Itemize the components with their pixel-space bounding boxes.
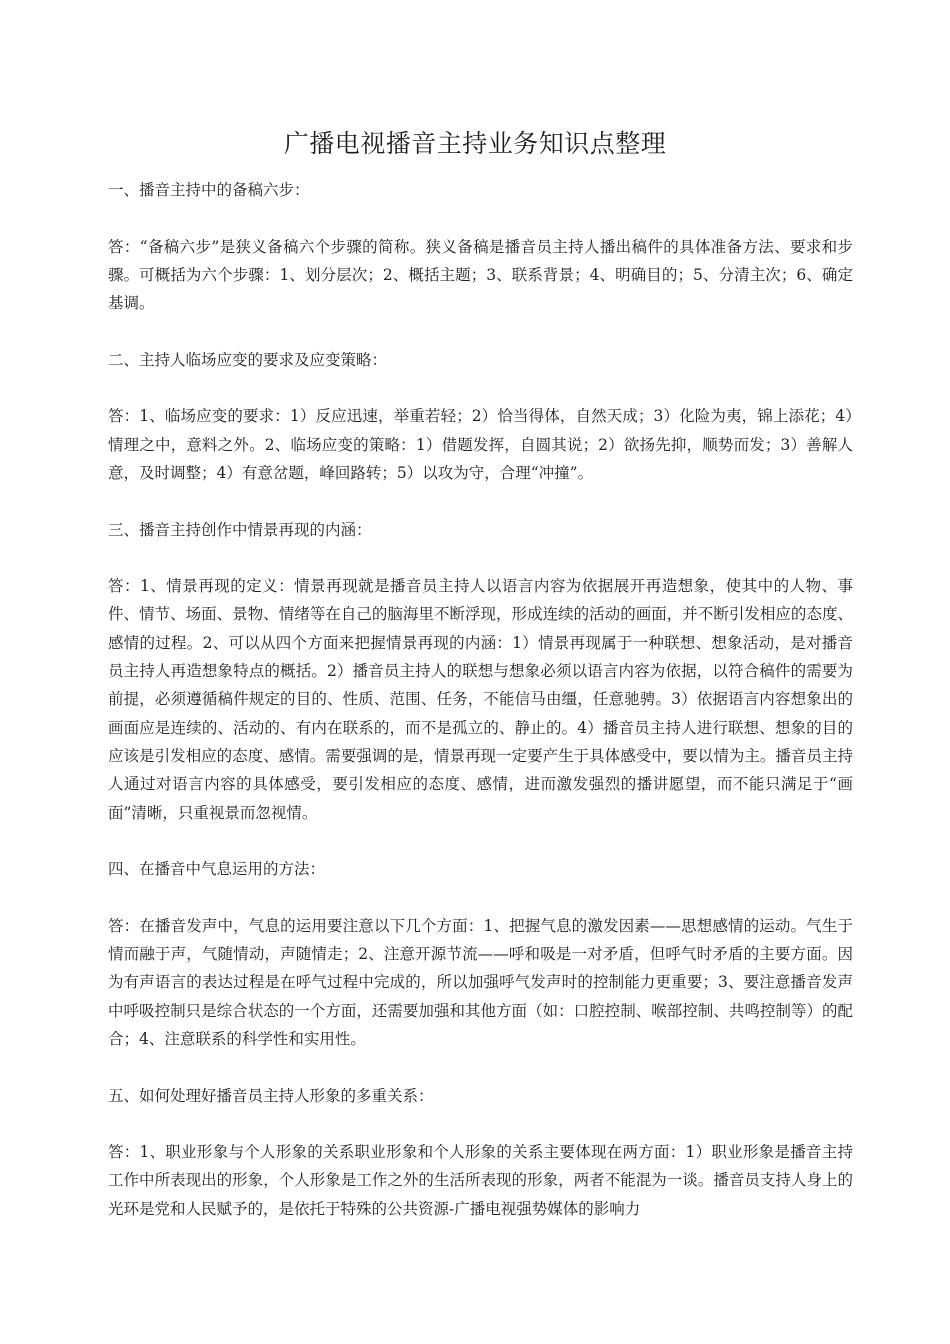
section-answer: 答：“备稿六步”是狭义备稿六个步骤的简称。狭义备稿是播音员主持人播出稿件的具体准备方法、要求和步骤。可概括为六个步骤：1、划分层次；2、概括主题；3、联系背景；4、明确目的；5、分清主次；6、确定基调。 xyxy=(108,237,853,313)
section-answer: 答：1、临场应变的要求：1）反应迅速，举重若轻；2）恰当得体，自然天成；3）化险为夷，锦上添花；4）情理之中，意料之外。2、临场应变的策略：1）借题发挥，自圆其说；2）欲扬先抑，顺势而发；3）善解人意，及时调整；4）有意岔题，峰回路转；5）以攻为守，合理“冲撞”。 xyxy=(108,407,853,482)
section-heading: 一、播音主持中的备稿六步： xyxy=(108,181,310,199)
document-title: 广播电视播音主持业务知识点整理 xyxy=(283,129,667,158)
document-body xyxy=(108,176,853,1251)
section-heading: 五、如何处理好播音员主持人形象的多重关系： xyxy=(108,1086,434,1105)
section-heading: 三、播音主持创作中情景再现的内涵： xyxy=(108,520,372,539)
section-answer: 答：1、职业形象与个人形象的关系职业形象和个人形象的关系主要体现在两方面：1）职业形象是播音主持工作中所表现出的形象，个人形象是工作之外的生活所表现的形象，两者不能混为一谈。播音员支持人身上的光环是党和人民赋予的，是依托于特殊的公共资源-广播电视强势媒体的影响力 xyxy=(108,1143,853,1218)
section-answer: 答：在播音发声中，气息的运用要注意以下几个方面：1、把握气息的激发因素——思想感情的运动。气生于情而融于声，气随情动，声随情走；2、注意开源节流——呼和吸是一对矛盾，但呼气时矛盾的主要方面。因为有声语言的表达过程是在呼气过程中完成的，所以加强呼气发声时的控制能力更重要；3、要注意播音发声中呼吸控制只是综合状态的一个方面，还需要加强和其他方面（如：口腔控制、喉部控制、共鸣控制等）的配合；4、注意联系的科学性和实用性。 xyxy=(108,916,853,1048)
section-heading: 四、在播音中气息运用的方法： xyxy=(108,860,326,879)
section-heading: 二、主持人临场应变的要求及应变策略： xyxy=(108,350,388,369)
section-answer: 答：1、情景再现的定义：情景再现就是播音员主持人以语言内容为依据展开再造想象，使其中的人物、事件、情节、场面、景物、情绪等在自己的脑海里不断浮现，形成连续的活动的画面，并不断引发相应的态度、感情的过程。2、可以从四个方面来把握情景再现的内涵：1）情景再现属于一种联想、想象活动，是对播音员主持人再造想象特点的概括。2）播音员主持人的联想与想象必须以语言内容为依据，以符合稿件的需要为前提，必须遵循稿件规定的目的、性质、范围、任务，不能信马由缰，任意驰骋。3）依据语言内容想象出的画面应是连续的、活动的、有内在联系的，而不是孤立的、静止的。4）播音员主持人进行联想、想象的目的应该是引发相应的态度、感情。需要强调的是，情景再现一定要产生于具体感受中，要以情为主。播音员主持人通过对语言内容的具体感受，要引发相应的态度、感情，进而激发强烈的播讲愿望，而不能只满足于“画面”清晰，只重视景而忽视情。 xyxy=(108,577,853,822)
